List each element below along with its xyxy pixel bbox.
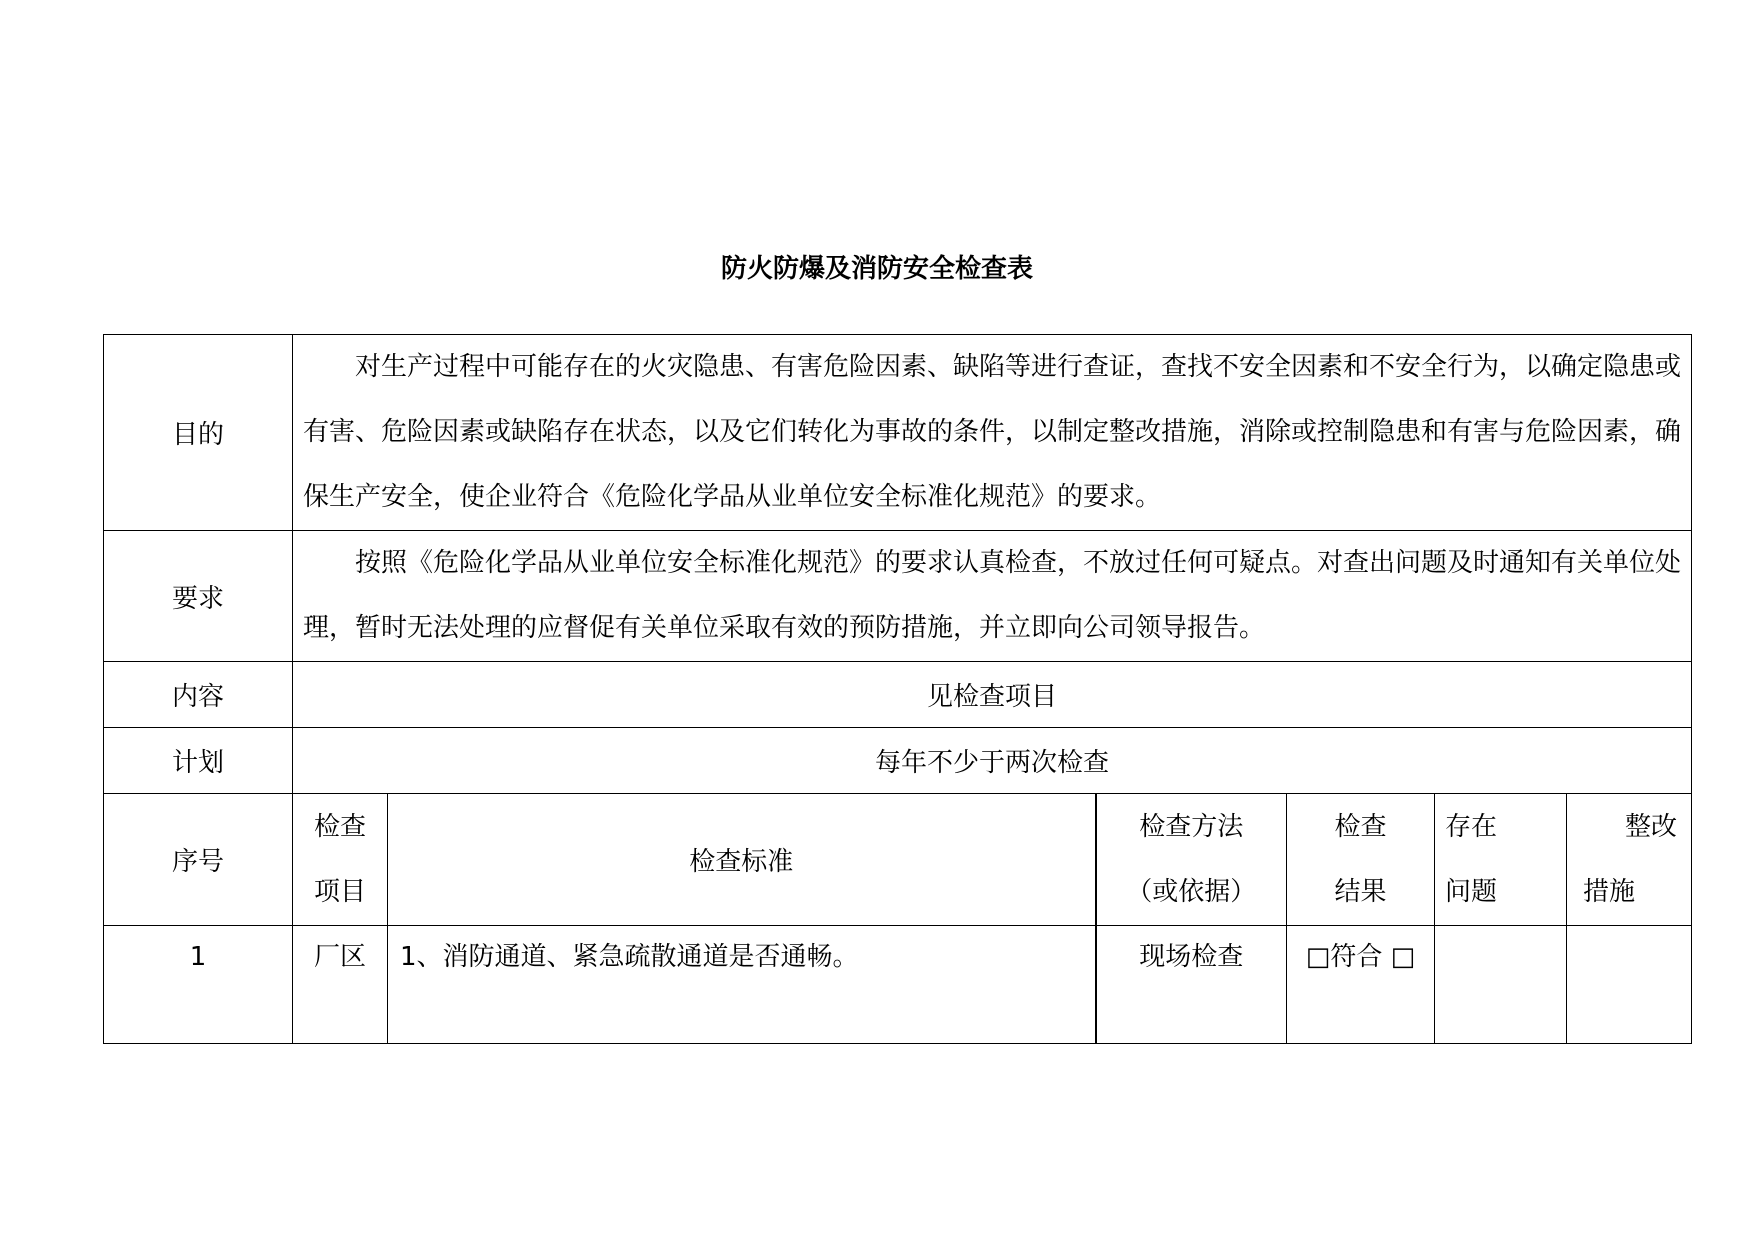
item-standard: 1、消防通道、紧急疏散通道是否通畅。 [388, 926, 1096, 1044]
header-measure-line1: 整改 [1625, 811, 1678, 842]
item-issue[interactable] [1435, 926, 1567, 1044]
header-row [104, 794, 1692, 926]
header-standard: 检查标准 [388, 794, 1096, 926]
header-method-line1: 检查方法 [1139, 811, 1244, 842]
item-seq: 1 [104, 926, 293, 1044]
document-title: 防火防爆及消防安全检查表 [720, 254, 1033, 284]
content-text: 见检查项目 [293, 662, 1692, 728]
header-method-line2: （或依据） [1126, 876, 1257, 907]
inspection-table [103, 334, 1692, 1044]
purpose-label: 目的 [104, 335, 293, 531]
header-result-line2: 结果 [1334, 876, 1387, 907]
header-item-line1: 检查 [313, 811, 366, 842]
header-item [293, 794, 388, 926]
item-measure[interactable] [1567, 926, 1692, 1044]
content-label: 内容 [104, 662, 293, 728]
plan-row [104, 728, 1692, 794]
requirement-text: 按照《危险化学品从业单位安全标准化规范》的要求认真检查，不放过任何可疑点。对查出问题及时通知有关单位处理，暂时无法处理的应督促有关单位采取有效的预防措施，并立即向公司领导报告。 [293, 531, 1692, 662]
plan-label: 计划 [104, 728, 293, 794]
item-result-checkbox[interactable]: □符合 □ [1287, 926, 1435, 1044]
item-method: 现场检查 [1096, 926, 1287, 1044]
plan-text: 每年不少于两次检查 [293, 728, 1692, 794]
header-measure [1567, 794, 1692, 926]
requirement-label: 要求 [104, 531, 293, 662]
header-result-line1: 检查 [1334, 811, 1387, 842]
header-result [1287, 794, 1435, 926]
header-issue [1435, 794, 1567, 926]
item-area: 厂区 [293, 926, 388, 1044]
purpose-text: 对生产过程中可能存在的火灾隐患、有害危险因素、缺陷等进行查证，查找不安全因素和不安全行为，以确定隐患或有害、危险因素或缺陷存在状态，以及它们转化为事故的条件，以制定整改措施，消除或控制隐患和有害与危险因素，确保生产安全，使企业符合《危险化学品从业单位安全标准化规范》的要求。 [293, 335, 1692, 531]
content-row [104, 662, 1692, 728]
header-seq: 序号 [104, 794, 293, 926]
requirement-row [104, 531, 1692, 662]
header-measure-line2: 措施 [1583, 876, 1636, 907]
header-method [1096, 794, 1287, 926]
table-row [104, 926, 1692, 1044]
header-item-line2: 项目 [313, 876, 366, 907]
header-issue-line2: 问题 [1445, 876, 1498, 907]
header-issue-line1: 存在 [1445, 811, 1498, 842]
purpose-row [104, 335, 1692, 531]
